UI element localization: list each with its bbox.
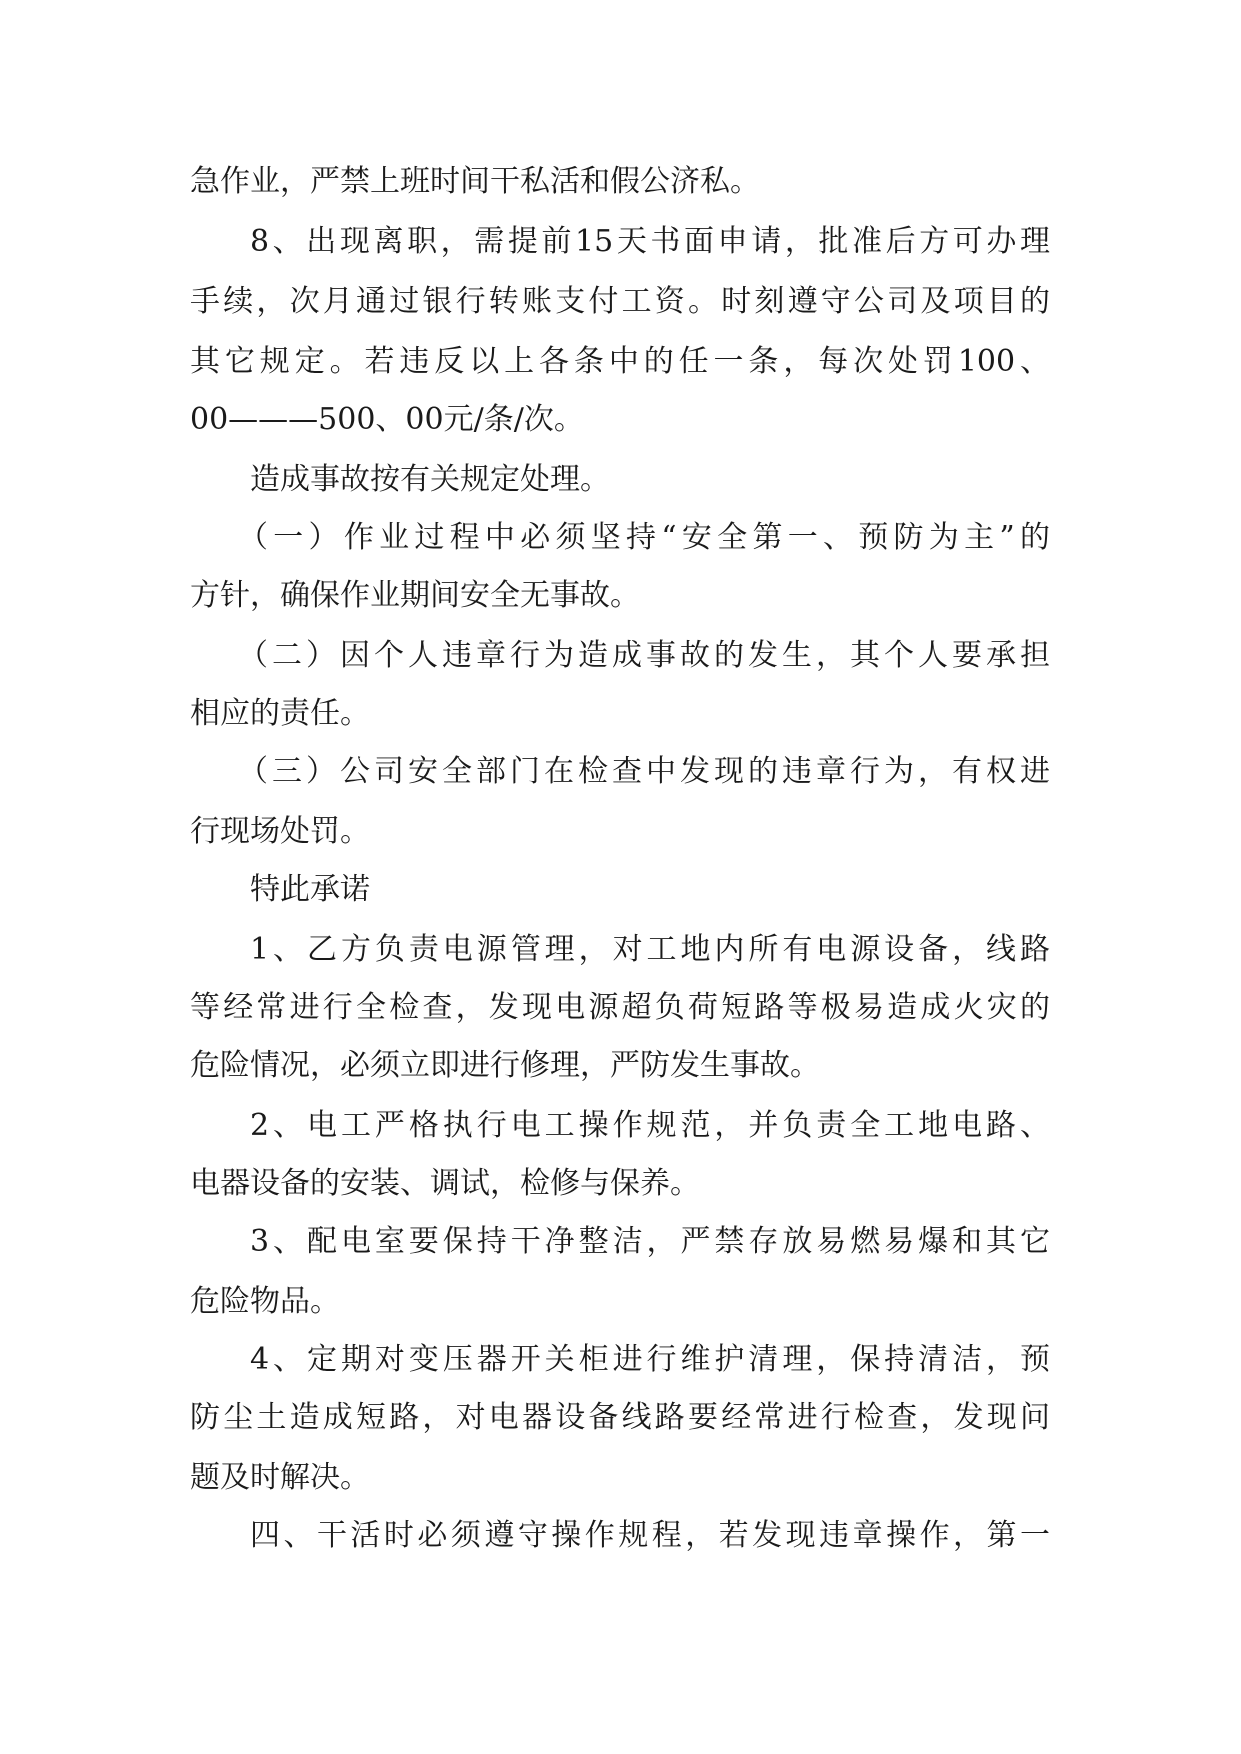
text-line: 2、电工严格执行电工操作规范，并负责全工地电路、 [250, 1108, 1050, 1143]
text-line: 3、配电室要保持干净整洁，严禁存放易燃易爆和其它 [250, 1224, 1050, 1259]
text-line: 急作业，严禁上班时间干私活和假公济私。 [190, 164, 760, 199]
text-line: 防尘土造成短路，对电器设备线路要经常进行检查，发现问 [190, 1400, 1050, 1435]
text-line: 其它规定。若违反以上各条中的任一条，每次处罚100、 [190, 344, 1050, 379]
text-line: 00———500、00元/条/次。 [190, 402, 584, 437]
text-line: 电器设备的安装、调试，检修与保养。 [190, 1166, 700, 1201]
text-line: 相应的责任。 [190, 696, 370, 731]
text-line: 等经常进行全检查，发现电源超负荷短路等极易造成火灾的 [190, 990, 1050, 1025]
text-line: （二）因个人违章行为造成事故的发生，其个人要承担 [238, 638, 1050, 673]
text-line: 行现场处罚。 [190, 814, 370, 849]
text-line: 8、出现离职，需提前15天书面申请，批准后方可办理 [250, 224, 1050, 259]
text-line: 危险物品。 [190, 1284, 340, 1319]
text-line: 手续，次月通过银行转账支付工资。时刻遵守公司及项目的 [190, 284, 1050, 319]
text-line: 方针，确保作业期间安全无事故。 [190, 578, 640, 613]
text-line: 特此承诺 [250, 872, 370, 907]
text-line: （一）作业过程中必须坚持“安全第一、预防为主”的 [238, 520, 1050, 555]
text-line: 1、乙方负责电源管理，对工地内所有电源设备，线路 [250, 932, 1050, 967]
text-line: 题及时解决。 [190, 1460, 370, 1495]
text-line: （三）公司安全部门在检查中发现的违章行为，有权进 [238, 754, 1050, 789]
text-line: 造成事故按有关规定处理。 [250, 462, 610, 497]
text-line: 4、定期对变压器开关柜进行维护清理，保持清洁，预 [250, 1342, 1050, 1377]
text-line: 四、干活时必须遵守操作规程，若发现违章操作，第一 [250, 1518, 1050, 1553]
text-line: 危险情况，必须立即进行修理，严防发生事故。 [190, 1048, 820, 1083]
